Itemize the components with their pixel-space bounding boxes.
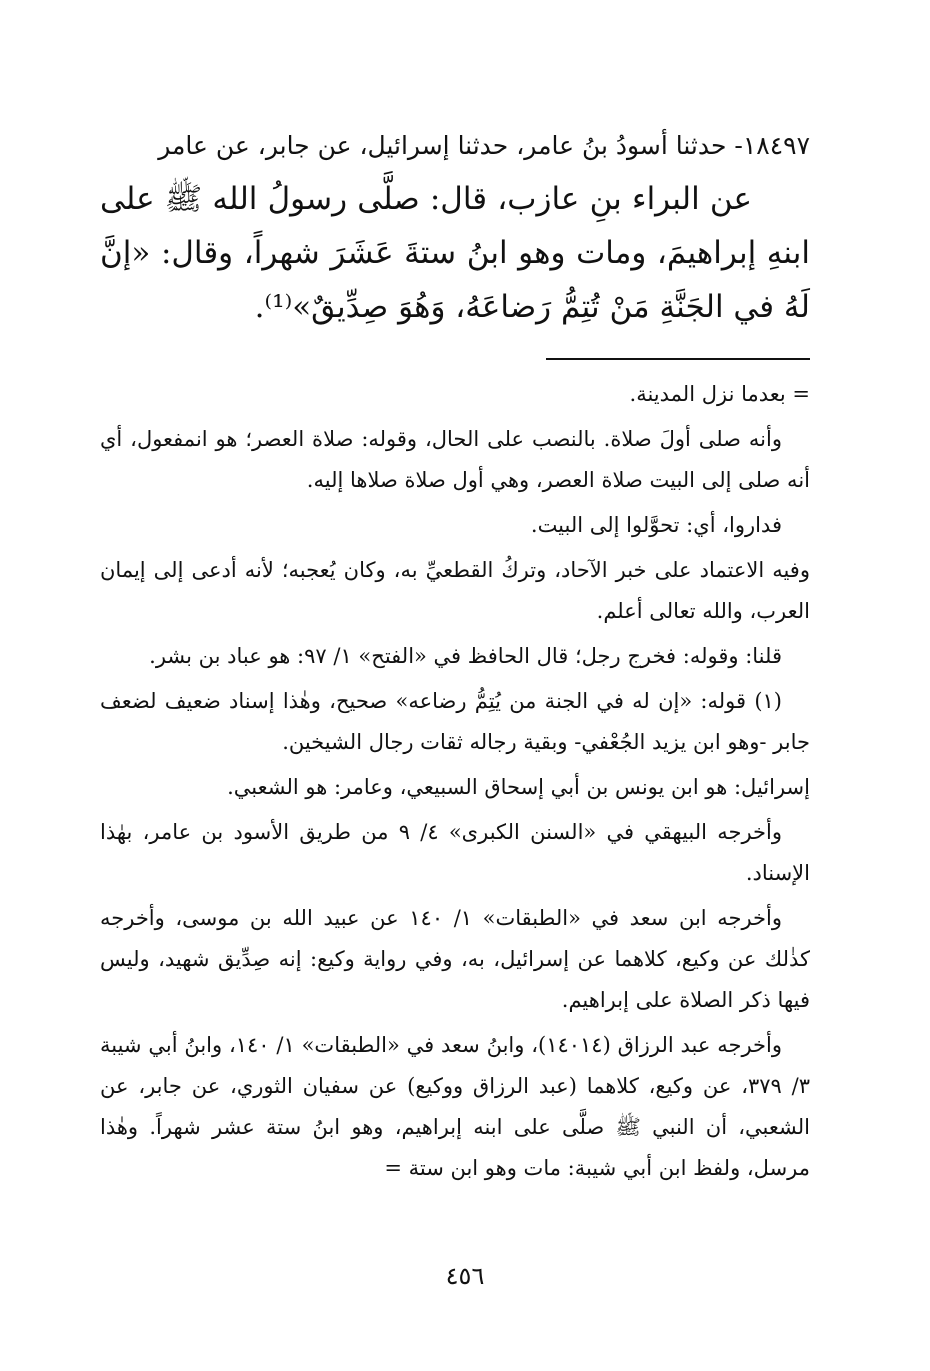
book-page: [100, 128, 810, 1193]
footnote-paragraph: وأخرجه ابن سعد في «الطبقات» ١/ ١٤٠ عن عبيد الله بن موسى، وأخرجه كذٰلك عن وكيع، كلاهما عن إسرائيل، به، وفي رواية وكيع: إنه صِدِّيق شهيد، وليس فيها ذكر الصلاة على إبراهيم.: [100, 906, 810, 1012]
footnote-paragraph: وأنه صلى أولَ صلاة. بالنصب على الحال، وقوله: صلاة العصر؛ هو انمفعول، أي أنه صلى إلى البيت صلاة العصر، وهي أول صلاة صلاها إليه.: [100, 427, 810, 492]
footnote-paragraph: وفيه الاعتماد على خبر الآحاد، وتركُ القطعيِّ به، وكان يُعجبه؛ لأنه أدعى إلى إيمان العرب، والله تعالى أعلم.: [100, 558, 810, 623]
footnote-paragraph: قلنا: وقوله: فخرج رجل؛ قال الحافظ في «الفتح» ١/ ٩٧: هو عباد بن بشر.: [149, 644, 782, 668]
footnote-divider: [546, 358, 810, 360]
page-number: ٤٥٦: [445, 1262, 485, 1290]
footnote-continuation: = بعدما نزل المدينة.: [629, 382, 810, 406]
footnote-1: (١) قوله: «إن له في الجنة من يُتِمُّ رضاعه» صحيح، وهٰذا إسناد ضعيف لضعف جابر -وهو ابن يزيد الجُعْفي- وبقية رجاله ثقات رجال الشيخين.: [100, 689, 810, 754]
footnote-paragraph: وأخرجه البيهقي في «السنن الكبرى» ٤/ ٩ من طريق الأسود بن عامر، بهٰذا الإسناد.: [100, 820, 810, 885]
footnotes: [100, 374, 810, 1189]
hadith-text-block: [100, 172, 810, 334]
footnote-paragraph: إسرائيل: هو ابن يونس بن أبي إسحاق السبيعي، وعامر: هو الشعبي.: [227, 775, 810, 799]
footnote-paragraph: فداروا، أي: تحوَّلوا إلى البيت.: [530, 513, 782, 537]
footnote-paragraph: وأخرجه عبد الرزاق (١٤٠١٤)، وابنُ سعد في «الطبقات» ١/ ١٤٠، وابنُ أبي شيبة ٣/ ٣٧٩، عن وكيع، كلاهما (عبد الرزاق ووكيع) عن سفيان الثوري، عن جابر، عن الشعبي، أن النبي ﷺ صلَّى على ابنه إبراهيم، وهو ابنُ ستة عشر شهراً. وهٰذا مرسل، ولفظ ابن أبي شيبة: مات وهو ابن ستة =: [100, 1033, 810, 1180]
hadith-text: عن البراء بنِ عازب، قال: صلَّى رسولُ الله ﷺ على ابنهِ إبراهيمَ، ومات وهو ابنُ ستةَ عَشَرَ شهراً، وقال: «إنَّ لَهُ في الجَنَّةِ مَنْ تُتِمُّ رَضاعَهُ، وَهُوَ صِدِّيقٌ»⁽¹⁾.: [100, 181, 810, 325]
hadith-heading: ١٨٤٩٧- حدثنا أسودُ بنُ عامر، حدثنا إسرائيل، عن جابر، عن عامر: [158, 131, 810, 160]
